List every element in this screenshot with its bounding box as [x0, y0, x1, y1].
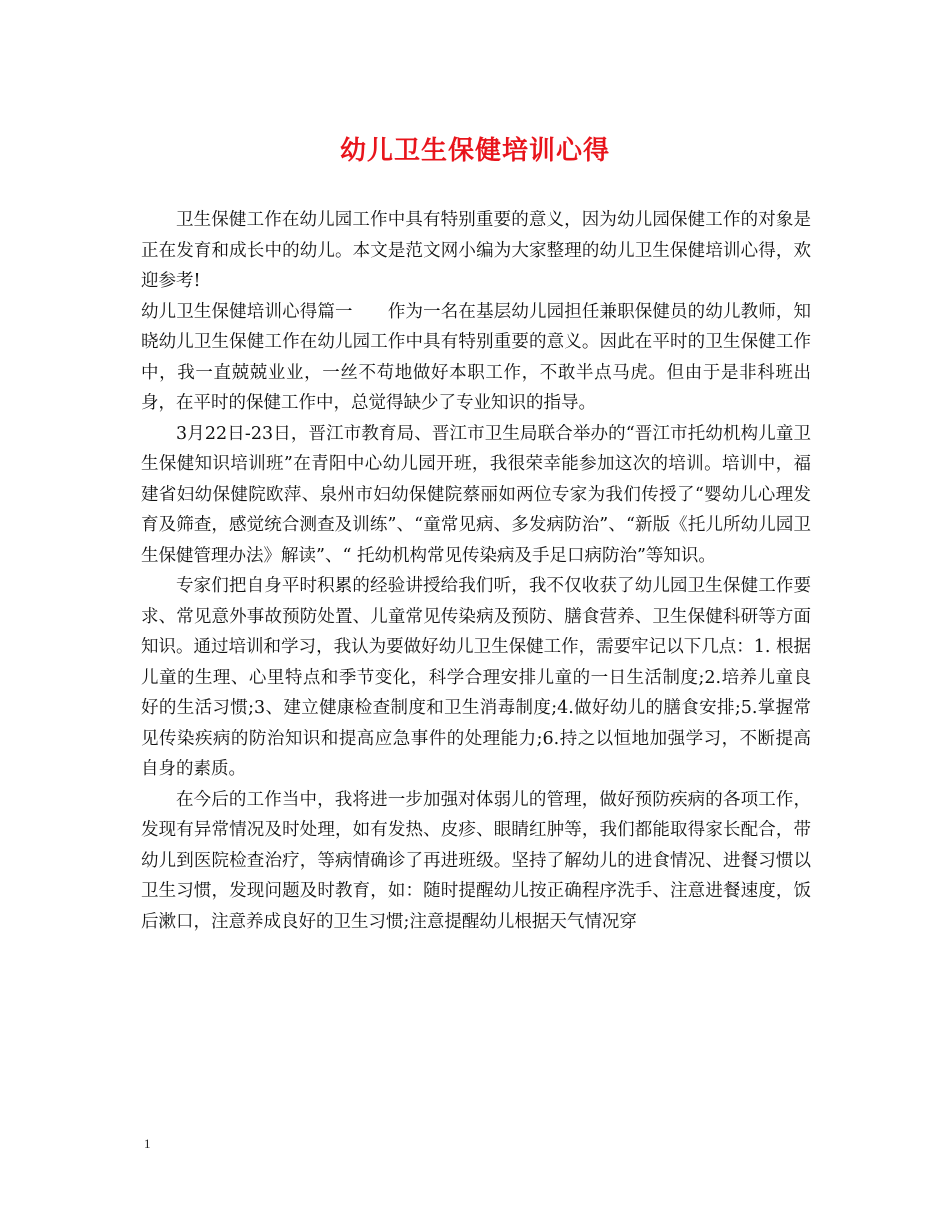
- paragraph-section-one: 幼儿卫生保健培训心得篇一 作为一名在基层幼儿园担任兼职保健员的幼儿教师，知晓幼儿卫生保健工作在幼儿园工作中具有特别重要的意义。因此在平时的卫生保健工作中，我一直兢兢业业，一丝不苟地做好本职工作，不敢半点马虎。但由于是非科班出身，在平时的保健工作中，总觉得缺少了专业知识的指导。: [141, 301, 811, 413]
- paragraph-intro: 卫生保健工作在幼儿园工作中具有特别重要的意义，因为幼儿园保健工作的对象是正在发育和成长中的幼儿。本文是范文网小编为大家整理的幼儿卫生保健培训心得，欢迎参考!: [141, 210, 811, 291]
- page-number: 1: [144, 1136, 151, 1151]
- document-title: 幼儿卫生保健培训心得: [339, 136, 610, 166]
- paragraph-training-event: 3月22日-23日，晋江市教育局、晋江市卫生局联合举办的“晋江市托幼机构儿童卫生保健知识培训班”在青阳中心幼儿园开班，我很荣幸能参加这次的培训。培训中，福建省妇幼保健院欧萍、泉州市妇幼保健院蔡丽如两位专家为我们传授了“婴幼儿心理发育及筛查，感觉统合测查及训练”、“童常见病、多发病防治”、“新版《托儿所幼儿园卫生保健管理办法》解读”、“ 托幼机构常见传染病及手足口病防治”等知识。: [141, 423, 811, 566]
- document-body: [141, 205, 811, 937]
- paragraph-future-work: 在今后的工作当中，我将进一步加强对体弱儿的管理，做好预防疾病的各项工作，发现有异常情况及时处理，如有发热、皮疹、眼睛红肿等，我们都能取得家长配合，带幼儿到医院检查治疗，等病情确诊了再进班级。坚持了解幼儿的进食情况、进餐习惯以卫生习惯，发现问题及时教育，如：随时提醒幼儿按正确程序洗手、注意进餐速度，饭后漱口，注意养成良好的卫生习惯;注意提醒幼儿根据天气情况穿: [141, 789, 811, 932]
- paragraph-key-points: 专家们把自身平时积累的经验讲授给我们听，我不仅收获了幼儿园卫生保健工作要求、常见意外事故预防处置、儿童常见传染病及预防、膳食营养、卫生保健科研等方面知识。通过培训和学习，我认为要做好幼儿卫生保健工作，需要牢记以下几点：1. 根据儿童的生理、心里特点和季节变化，科学合理安排儿童的一日生活制度;2.培养儿童良好的生活习惯;3、建立健康检查制度和卫生消毒制度;4.做好幼儿的膳食安排;5.掌握常见传染疾病的防治知识和提高应急事件的处理能力;6.持之以恒地加强学习，不断提高自身的素质。: [141, 576, 811, 779]
